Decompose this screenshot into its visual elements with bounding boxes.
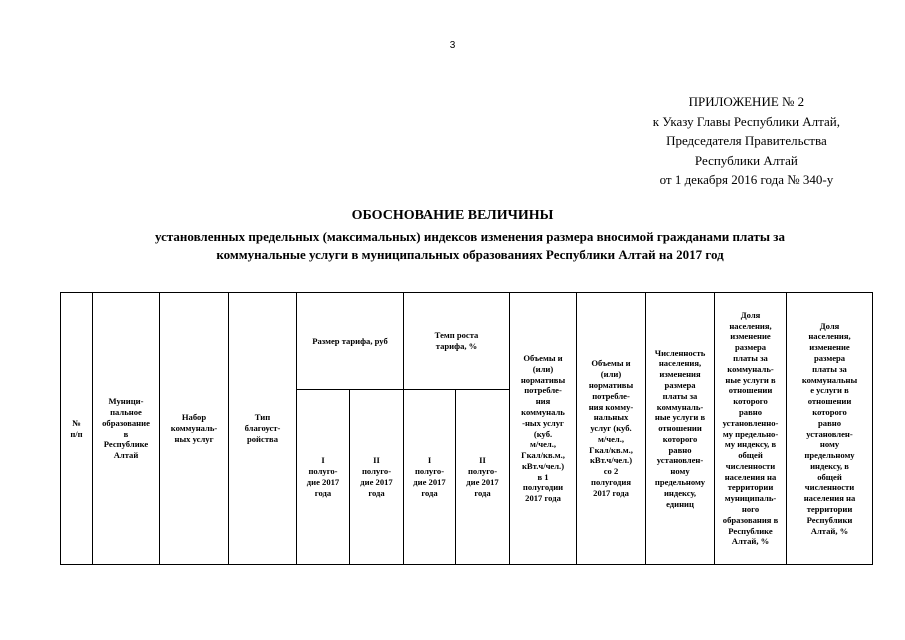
subtitle-line: коммунальные услуги в муниципальных образованиях Республики Алтай на 2017 год: [216, 247, 724, 262]
appendix-line: к Указу Главы Республики Алтай,: [652, 113, 840, 129]
header-cell-number: № п/п: [61, 293, 93, 565]
appendix-line: Председателя Правительства: [666, 133, 827, 148]
header-group-growth: Темп роста тарифа, %: [404, 293, 510, 390]
document-subtitle: [90, 228, 850, 264]
appendix-block: [653, 92, 840, 190]
header-cell-growth-h1: I полуго- дие 2017 года: [404, 390, 456, 565]
header-group-tariff: Размер тарифа, руб: [297, 293, 404, 390]
header-cell-share-municipal: Доля населения, изменение размера платы за коммуналь- ные услуги в отношении которого равно установленно- му предельно- му индексу, в общей численности населения на территории муниципаль- ного образования в Республике Алтай, %: [715, 293, 787, 565]
subtitle-line: установленных предельных (максимальных) индексов изменения размера вносимой гражданами платы за: [154, 229, 786, 244]
header-cell-volume-h1: Объемы и (или) нормативы потребле- ния коммуналь -ных услуг (куб. м/чел., Гкал/кв.м., кВт.ч/чел.) в 1 полугодии 2017 года: [510, 293, 577, 565]
header-cell-share-republic: Доля населения, изменение размера платы за коммунальны е услуги в отношении которого равно установлен- ному предельному индексу, в общей численности населения на территории Республики Алтай, %: [787, 293, 873, 565]
appendix-line: Республики Алтай: [694, 152, 798, 168]
appendix-title: ПРИЛОЖЕНИЕ № 2: [688, 94, 805, 109]
appendix-line: от 1 декабря 2016 года № 340-у: [659, 172, 834, 187]
document-title: ОБОСНОВАНИЕ ВЕЛИЧИНЫ: [351, 208, 554, 223]
header-cell-services: Набор коммуналь- ных услуг: [160, 293, 229, 565]
header-cell-growth-h2: II полуго- дие 2017 года: [456, 390, 510, 565]
header-cell-municipality: Муници- пальное образование в Республике Алтай: [93, 293, 160, 565]
header-cell-volume-h2: Объемы и (или) нормативы потребле- ния комму- нальных услуг (куб. м/чел., Гкал/кв.м., кВт.ч/чел.) со 2 полугодия 2017 года: [577, 293, 646, 565]
page-number: 3: [449, 40, 456, 51]
header-cell-tariff-h1: I полуго- дие 2017 года: [297, 390, 350, 565]
header-cell-population: Численность населения, изменения размера платы за коммуналь- ные услуги в отношении которого равно установлен- ному предельному индексу, единиц: [646, 293, 715, 565]
header-cell-improvement-type: Тип благоуст- ройства: [229, 293, 297, 565]
tariff-table: [60, 292, 873, 565]
header-cell-tariff-h2: II полуго- дие 2017 года: [350, 390, 404, 565]
table-header-row: [61, 293, 873, 390]
